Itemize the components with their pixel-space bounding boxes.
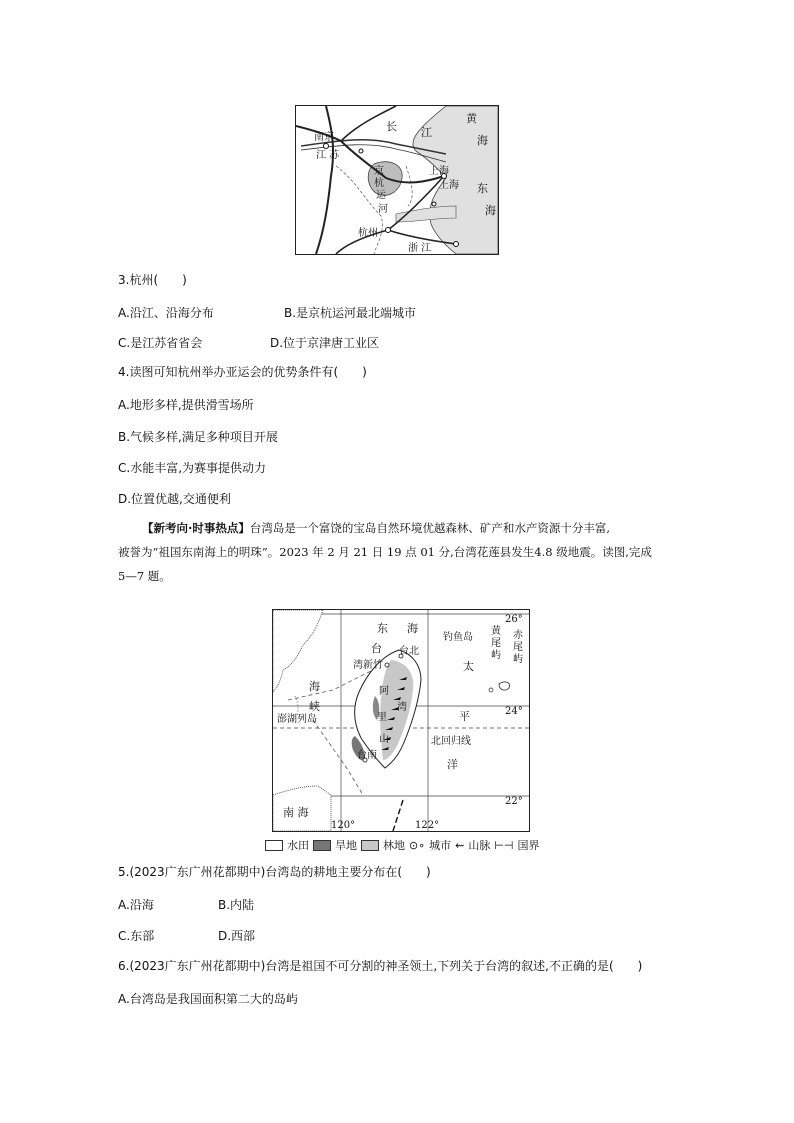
label-east-1: 东 <box>477 182 488 195</box>
q6-stem: 6.(2023广东广州花都期中)台湾是祖国不可分割的神圣领土,下列关于台湾的叙述,不正确的是( ) <box>118 959 643 973</box>
legend-dry: 旱地 <box>335 839 357 852</box>
label-zhejiang: 浙 江 <box>408 243 432 254</box>
label-shanghai-prov: 上海 <box>439 180 459 191</box>
label-lat-22: 22° <box>505 796 523 807</box>
intro-line-1: 台湾岛是一个富饶的宝岛自然环境优越森林、矿产和水产资源十分丰富, <box>249 521 611 535</box>
taiwan-map <box>272 609 530 832</box>
yangtze-delta-map <box>295 105 499 255</box>
label-li: 里 <box>377 712 387 723</box>
label-hangzhou: 杭州 <box>358 228 378 239</box>
label-huangwei-2: 尾 <box>491 638 501 649</box>
map-legend <box>265 837 540 853</box>
label-south-sea: 南 海 <box>283 806 309 819</box>
label-huangwei-1: 黄 <box>491 626 501 637</box>
label-diaoyu: 钓鱼岛 <box>443 632 473 643</box>
q3-option-a[interactable]: A.沿江、沿海分布 <box>118 306 214 320</box>
legend-border: 国界 <box>517 839 540 852</box>
label-east-2: 海 <box>485 204 496 217</box>
label-lon-120: 120° <box>331 820 356 831</box>
label-strait-hai: 海 <box>309 680 320 693</box>
label-pacific-yang: 洋 <box>447 758 458 771</box>
label-lon-122: 122° <box>415 820 440 831</box>
q3-stem: 3.杭州( ) <box>118 273 187 287</box>
legend-mountain: 山脉 <box>468 839 491 852</box>
label-lat-24: 24° <box>505 706 523 717</box>
label-nanjing: 南京 <box>314 132 334 143</box>
label-jiang: 江 <box>421 126 432 139</box>
intro-paragraph <box>118 516 678 588</box>
label-east-sea-1: 东 <box>377 622 388 635</box>
label-penghu: 澎湖列岛 <box>277 714 317 725</box>
label-huangwei-3: 屿 <box>491 650 501 661</box>
intro-line-3: 5—7 题。 <box>118 569 171 583</box>
label-shan: 山 <box>379 734 389 745</box>
label-wan-xinzhu: 湾新竹 <box>353 660 383 671</box>
label-tropic: 北回归线 <box>431 736 471 747</box>
q3-option-d[interactable]: D.位于京津唐工业区 <box>270 336 380 350</box>
border-icon: ⊢⊣ <box>494 838 514 852</box>
taiwan-map-svg <box>273 610 529 831</box>
label-a: 阿 <box>379 686 389 697</box>
label-chang: 长 <box>386 120 397 133</box>
city-icon: ⊙∘ <box>409 838 426 852</box>
q5-stem: 5.(2023广东广州花都期中)台湾岛的耕地主要分布在( ) <box>118 865 431 879</box>
forest-swatch <box>361 840 379 851</box>
intro-line-2: 被誉为“祖国东南海上的明珠”。2023 年 2 月 21 日 19 点 01 分,台湾花莲县发生4.8 级地震。读图,完成 <box>118 545 652 559</box>
label-canal-1: 京 <box>374 166 384 177</box>
label-lat-26: 26° <box>505 614 523 625</box>
yangtze-delta-map-svg <box>296 106 498 254</box>
q5-option-d[interactable]: D.西部 <box>218 929 256 943</box>
label-strait-xia: 峡 <box>309 700 320 713</box>
label-east-sea-2: 海 <box>407 622 418 635</box>
label-canal-2: 杭 <box>374 178 384 189</box>
label-shanghai-city: 上海 <box>429 166 449 177</box>
label-tainan: 台南 <box>357 750 377 761</box>
dry-swatch <box>313 840 331 851</box>
q3-option-b[interactable]: B.是京杭运河最北端城市 <box>284 306 417 320</box>
q4-option-b[interactable]: B.气候多样,满足多种项目开展 <box>118 430 278 444</box>
mountain-icon: ⇜ <box>455 838 465 852</box>
q5-option-c[interactable]: C.东部 <box>118 929 155 943</box>
label-canal-4: 河 <box>378 204 388 215</box>
label-taibei: 台北 <box>399 646 419 657</box>
legend-paddy: 水田 <box>287 839 309 852</box>
legend-city: 城市 <box>429 839 452 852</box>
q5-option-b[interactable]: B.内陆 <box>218 898 255 912</box>
q4-option-c[interactable]: C.水能丰富,为赛事提供动力 <box>118 461 267 475</box>
label-chiwei-3: 屿 <box>513 654 523 665</box>
legend-forest: 林地 <box>383 839 405 852</box>
q3-option-c[interactable]: C.是江苏省省会 <box>118 336 203 350</box>
q4-option-d[interactable]: D.位置优越,交通便利 <box>118 492 231 506</box>
label-yellow-1: 黄 <box>466 112 477 125</box>
label-canal-3: 运 <box>376 190 386 201</box>
label-strait-tai: 台 <box>371 642 382 655</box>
label-chiwei-2: 尾 <box>513 642 523 653</box>
intro-tag: 【新考向·时事热点】 <box>142 521 250 535</box>
label-pacific-ping: 平 <box>459 710 470 723</box>
label-yellow-2: 海 <box>477 134 488 147</box>
label-chiwei-1: 赤 <box>513 630 523 641</box>
q4-stem: 4.读图可知杭州举办亚运会的优势条件有( ) <box>118 365 367 379</box>
q5-option-a[interactable]: A.沿海 <box>118 898 154 912</box>
paddy-swatch <box>265 840 283 851</box>
q4-option-a[interactable]: A.地形多样,提供滑雪场所 <box>118 398 254 412</box>
label-wan: 湾 <box>397 702 407 713</box>
q6-option-a[interactable]: A.台湾岛是我国面积第二大的岛屿 <box>118 992 298 1006</box>
label-jiangsu: 江 苏 <box>316 150 340 161</box>
label-pacific-tai: 太 <box>463 660 474 673</box>
